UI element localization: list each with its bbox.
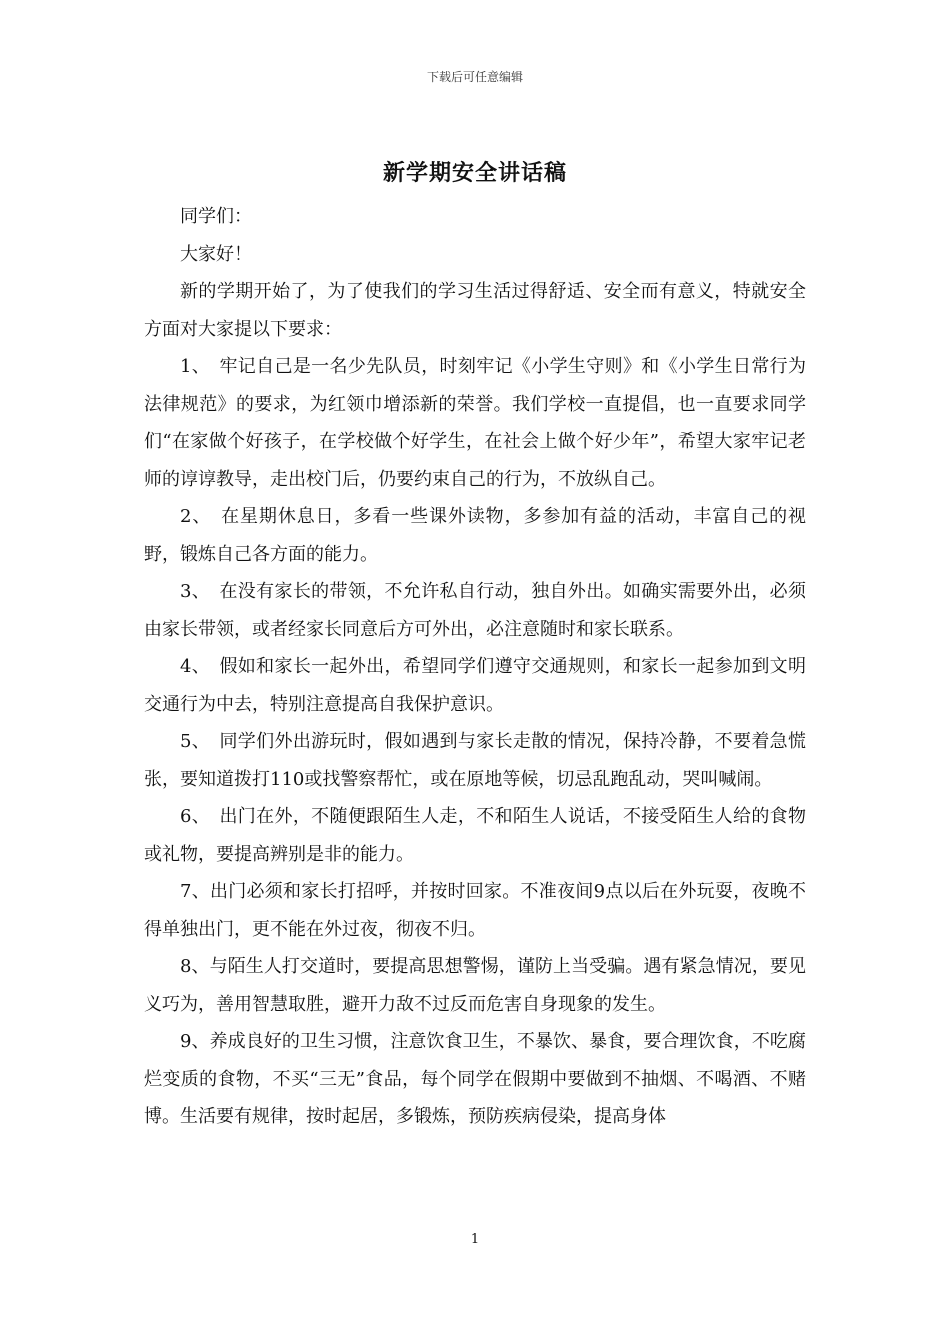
- rule-paragraph: 1、 牢记自己是一名少先队员，时刻牢记《小学生守则》和《小学生日常行为法律规范》的要求，为红领巾增添新的荣誉。我们学校一直提倡，也一直要求同学们“在家做个好孩子，在学校做个好学生，在社会上做个好少年”，希望大家牢记老师的谆谆教导，走出校门后，仍要约束自己的行为，不放纵自己。: [144, 356, 806, 490]
- salutation: 同学们：: [180, 206, 252, 227]
- rule-paragraph: 2、 在星期休息日，多看一些课外读物，多参加有益的活动，丰富自己的视野，锻炼自己各方面的能力。: [144, 506, 806, 565]
- rule-paragraph: 4、 假如和家长一起外出，希望同学们遵守交通规则，和家长一起参加到文明交通行为中去，特别注意提高自我保护意识。: [144, 656, 806, 715]
- rule-paragraph: 5、 同学们外出游玩时，假如遇到与家长走散的情况，保持冷静，不要着急慌张，要知道拨打110或找警察帮忙，或在原地等候，切忌乱跑乱动，哭叫喊闹。: [144, 731, 806, 790]
- intro-paragraph: 新的学期开始了，为了使我们的学习生活过得舒适、安全而有意义，特就安全方面对大家提以下要求：: [144, 281, 806, 340]
- page-number: 1: [470, 1232, 480, 1247]
- document-body: [144, 198, 806, 1136]
- rule-paragraph: 6、 出门在外，不随便跟陌生人走，不和陌生人说话，不接受陌生人给的食物或礼物，要提高辨别是非的能力。: [144, 806, 806, 865]
- rule-paragraph: 3、 在没有家长的带领，不允许私自行动，独自外出。如确实需要外出，必须由家长带领，或者经家长同意后方可外出，必注意随时和家长联系。: [144, 581, 806, 640]
- header-note: 下载后可任意编辑: [426, 70, 523, 84]
- rule-paragraph: 7、出门必须和家长打招呼，并按时回家。不准夜间9点以后在外玩耍，夜晚不得单独出门，更不能在外过夜，彻夜不归。: [144, 881, 806, 940]
- rule-paragraph: 9、养成良好的卫生习惯，注意饮食卫生，不暴饮、暴食，要合理饮食，不吃腐烂变质的食物，不买“三无”食品，每个同学在假期中要做到不抽烟、不喝酒、不赌博。生活要有规律，按时起居，多锻炼，预防疾病侵染，提高身体: [144, 1031, 806, 1127]
- rule-paragraph: 8、与陌生人打交道时，要提高思想警惕，谨防上当受骗。遇有紧急情况，要见义巧为，善用智慧取胜，避开力敌不过反而危害自身现象的发生。: [144, 956, 806, 1015]
- document-title: 新学期安全讲话稿: [382, 160, 567, 186]
- greeting: 大家好！: [180, 243, 252, 265]
